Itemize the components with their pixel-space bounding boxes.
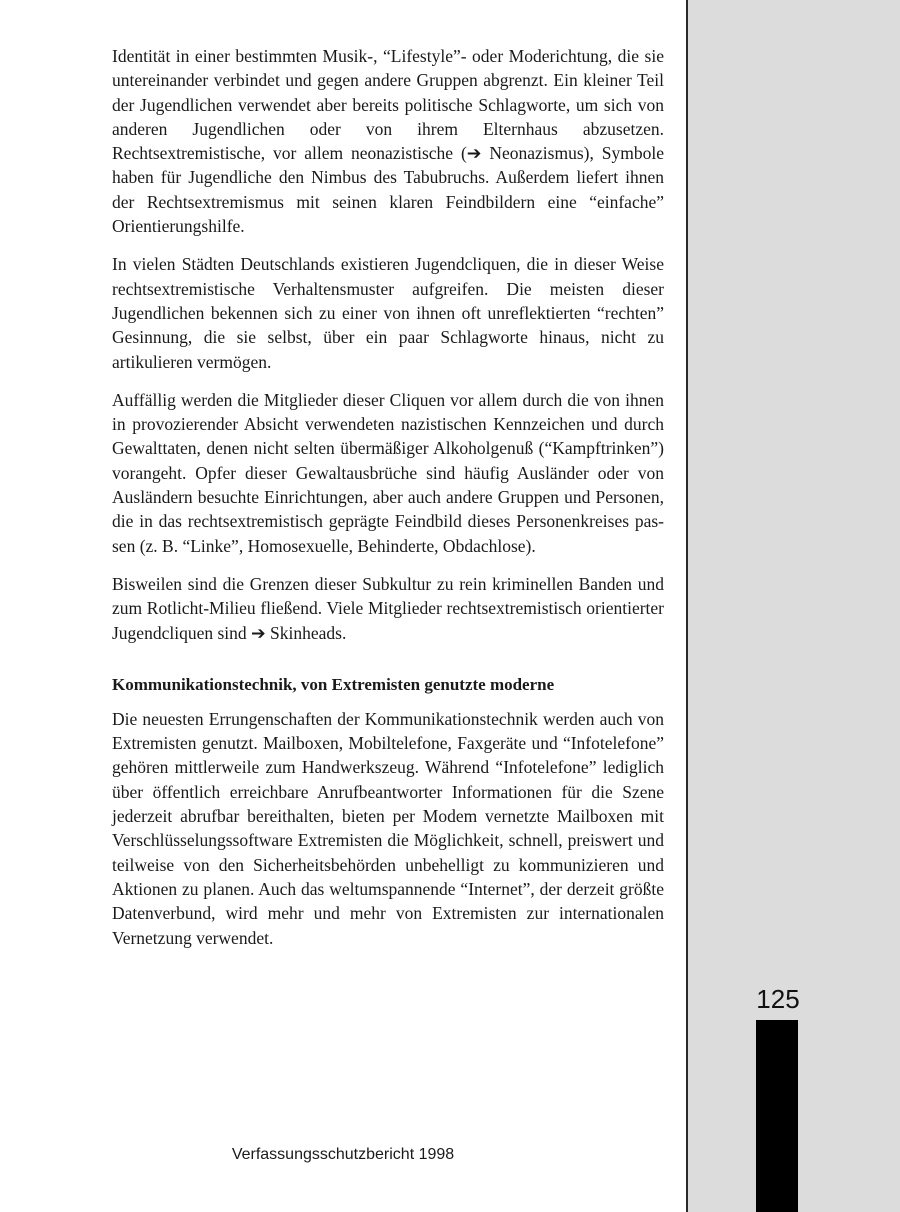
paragraph-5: Die neuesten Errungenschaften der Kommunikationstechnik werden auch von Extremisten genutzt. Mailboxen, Mobiltelefone, Faxgeräte und “Infotelefone” gehören mittlerweile zum Handwerkszeug. Während “Infotelefone” lediglich über öffentlich erreichbare Anrufbeantworter Informationen für die Szene jederzeit abrufbar bereithalten, bieten per Modem vernetzte Mailboxen mit Verschlüsselungssoftware Extremisten die Möglichkeit, schnell, preiswert und teilweise von den Sicherheitsbehörden unbehelligt zu kommunizieren und Aktionen zu planen. Auch das weltumspannende “Internet”, der derzeit größte Datenverbund, wird mehr und mehr von Extremisten zur internationalen Vernetzung verwendet. (112, 708, 664, 948)
text-column (112, 44, 664, 964)
paragraph-2: In vielen Städten Deutschlands existieren Jugendcliquen, die in dieser Weise rechtsextremistische Verhaltensmuster aufgreifen. Die meisten dieser Jugendlichen bekennen sich zu einer von ihnen oft unreflektierten “rechten” Gesinnung, die sie selbst, über ein paar Schlagworte hinaus, nicht zu artikulieren vermögen. (112, 254, 664, 372)
paragraph-3: Auffällig werden die Mitglieder dieser Cliquen vor allem durch die von ihnen in provozierender Absicht verwendeten nazistischen Kennzeichen und durch Gewalttaten, denen nicht selten übermäßiger Alkoholgenuß (“Kampftrinken”) vorangeht. Opfer dieser Gewaltausbrüche sind häufig Ausländer oder von Ausländern besuchte Einrichtungen, aber auch andere Gruppen und Personen, die in das rechtsextremistisch geprägte Feindbild dieses Personenkreises passen (z. B. “Linke”, Homosexuelle, Behinderte, Obdachlose). (112, 389, 664, 556)
page-number: 125 (756, 984, 800, 1014)
section-heading: Kommunikationstechnik, von Extremisten genutzte moderne (112, 674, 555, 694)
thumb-index-tab (756, 1020, 798, 1212)
paragraph-1: Identität in einer bestimmten Musik-, “Lifestyle”- oder Moderichtung, die sie untereinander verbindet und gegen andere Gruppen abgrenzt. Ein kleiner Teil der Jugendlichen verwendet aber bereits politische Schlagworte, um sich von anderen Jugendlichen oder von ihrem Elternhaus abzusetzen. Rechtsextremistische, vor allem neonazistische (➔ Neonazismus), Symbole haben für Jugendliche den Nimbus des Tabubruchs. Außerdem liefert ihnen der Rechtsextremismus mit seinen klaren Feindbildern eine “einfache” Orientierungshilfe. (112, 46, 664, 237)
paragraph-4: Bisweilen sind die Grenzen dieser Subkultur zu rein kriminellen Banden und zum Rotlicht-Milieu fließend. Viele Mitglieder rechtsextremistisch orientierter Jugendcliquen sind ➔ Skinheads. (112, 573, 664, 643)
page-footer: Verfassungsschutzbericht 1998 (231, 1146, 455, 1163)
